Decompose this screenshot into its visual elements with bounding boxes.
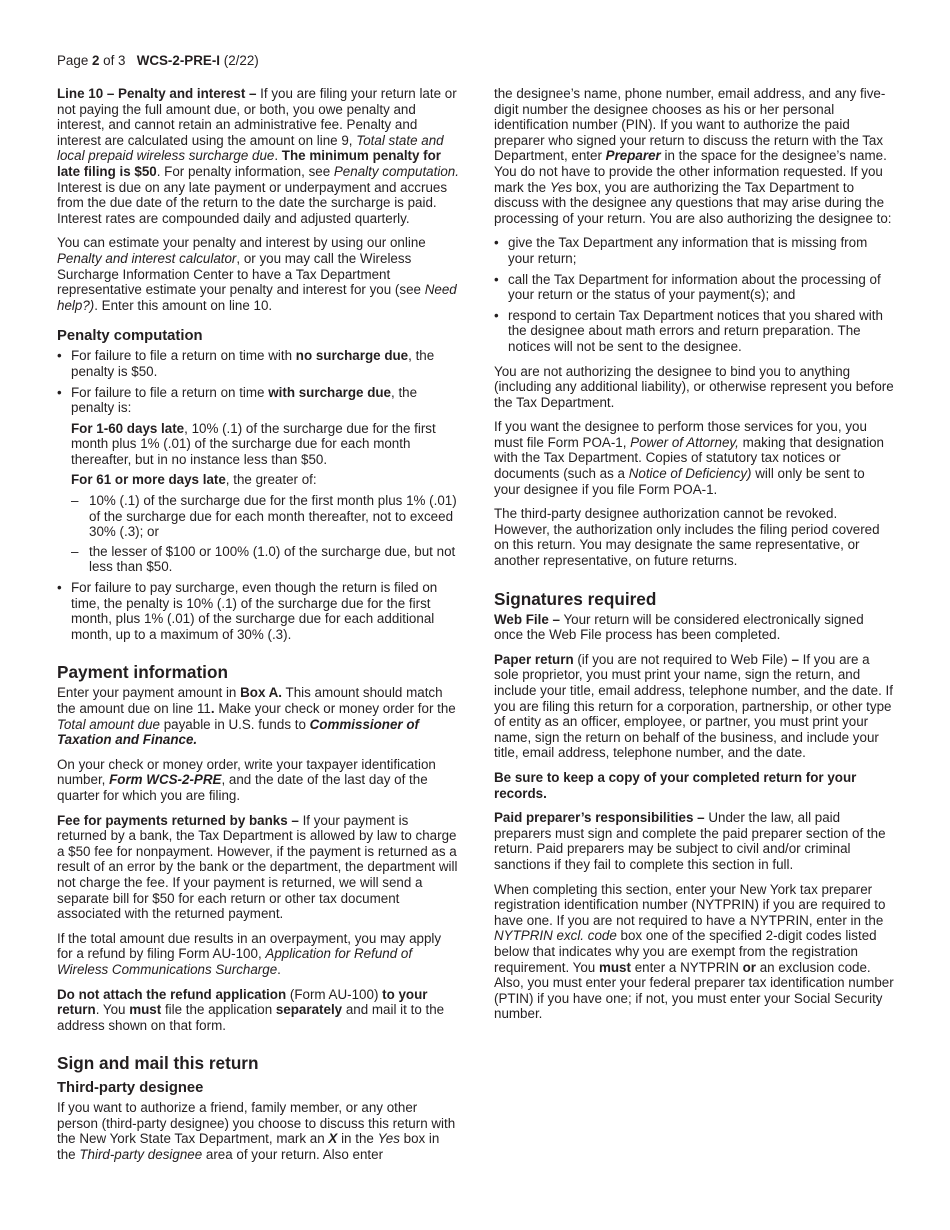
list-item: • For failure to file a return on time with surcharge due, the penalty is: For 1-60 days late, 10% (.1) of the surcharge due for the first month plus 1% (.01) of the surcharge due for each month thereafter, but in no instance less than $50. For 61 or more days late, the greater of: – 10% (.1) of the surcharge due for the first month plus 1% (.01) of the surcharge due for each month thereafter, not to exceed 30% (.3); or – the lesser of $100 or 100% (1.0) of the surcharge due, but not less than $50. <box>57 385 459 576</box>
late-1-60-paragraph: For 1-60 days late, 10% (.1) of the surcharge due for the first month plus 1% (.01) of the surcharge due for each month thereafter, but in no instance less than $50. <box>71 420 436 467</box>
not-authorizing-paragraph: You are not authorizing the designee to bind you to anything (including any additional liability), or otherwise represent you before the Tax Department. <box>494 363 894 410</box>
estimate-paragraph: You can estimate your penalty and interest by using our online Penalty and interest calculator, or you may call the Wireless Surcharge Information Center to have a Tax Department representative estimate your penalty and interest for you (see Need help?). Enter this amount on line 10. <box>57 235 457 313</box>
poa-paragraph: If you want the designee to perform those services for you, you must file Form POA-1, Power of Attorney, making that designation with the Tax Department. Copies of statutory tax notices or documents (such as a Notice of Deficiency) will only be sent to your designee if you file Form POA-1. <box>494 419 885 497</box>
keep-copy-paragraph: Be sure to keep a copy of your completed return for your records. <box>494 769 857 801</box>
line10-paragraph: Line 10 – Penalty and interest – If you are filing your return late or not paying the full amount due, or both, you owe penalty and interest, and cannot retain an administrative fee. Penalty and interest are calculated using the amount on line 9, Total state and local prepaid wireless surcharge due. The minimum penalty for late filing is $50. For penalty information, see Penalty computation. Interest is due on any late payment or underpayment and accrues from the due date of the return to the date the surcharge is paid. Interest rates are compounded daily and adjusted quarterly. <box>57 86 459 226</box>
list-item: – 10% (.1) of the surcharge due for the first month plus 1% (.01) of the surcharge due for each month thereafter, not to exceed 30% (.3); or <box>71 493 459 540</box>
form-id: WCS-2-PRE-I <box>136 53 221 68</box>
paper-return-paragraph: Paper return (if you are not required to Web File) – If you are a sole proprietor, you must print your name, sign the return, and include your title, email address, telephone number, and the date. If you are filing this return for a corporation, partnership, or other type of entity as an officer, employee, or partner, you must print your name, sign the return on behalf of the business, and include your title, email address, telephone number, and the date. <box>494 651 893 761</box>
web-file-paragraph: Web File – Your return will be considered electronically signed once the Web File process has been completed. <box>494 611 864 643</box>
sign-and-mail-heading: Sign and mail this return <box>57 1053 259 1074</box>
refund-attach-paragraph: Do not attach the refund application (Form AU-100) to your return. You must file the application separately and mail it to the address shown on that form. <box>57 986 445 1033</box>
page-label: Page <box>57 53 92 68</box>
late-61-paragraph: For 61 or more days late, the greater of: <box>71 472 317 488</box>
list-item: • call the Tax Department for information about the processing of your return or the status of your payment(s); and <box>494 272 894 303</box>
list-item: • respond to certain Tax Department notices that you shared with the designee about math errors and return preparation. The notices will not be sent to the designee. <box>494 308 894 355</box>
preparer-responsibilities-paragraph: Paid preparer’s responsibilities – Under the law, all paid preparers must sign and complete the paid preparer section of the return. Paid preparers may be subject to civil and/or criminal sanctions if they fail to complete this section in full. <box>494 810 886 872</box>
penalty-computation-heading: Penalty computation <box>57 328 203 345</box>
revocation-paragraph: The third-party designee authorization cannot be revoked. However, the authorization only includes the filing period covered on this return. You may designate the same representative, or another representative, on future returns. <box>494 506 880 569</box>
list-item: • For failure to file a return on time with no surcharge due, the penalty is $50. <box>57 348 459 379</box>
designee-paragraph: If you want to authorize a friend, family member, or any other person (third-party designee) you choose to discuss this return with the New York State Tax Department, mark an X in the Yes box in the Third-party designee area of your return. Also enter <box>57 1100 456 1163</box>
page-header <box>57 53 259 69</box>
penalty-list <box>57 348 459 642</box>
right-column <box>494 86 894 1031</box>
late-61-options <box>71 493 459 575</box>
designee-continued-paragraph: the designee’s name, phone number, email address, and any five-digit number the designee chooses as his or her personal identification number (PIN). If you want to authorize the paid preparer who signed your return to discuss the return with the Tax Department, enter Preparer in the space for the designee’s name. You do not have to provide the other information requested. If you mark the Yes box, you are authorizing the Tax Department to discuss with the designee any questions that may arise during the processing of your return. You are also authorizing the designee to: <box>494 86 892 226</box>
overpayment-paragraph: If the total amount due results in an overpayment, you may apply for a refund by filing Form AU-100, Application for Refund of Wireless Communications Surcharge. <box>57 930 442 977</box>
returned-fee-paragraph: Fee for payments returned by banks – If your payment is returned by a bank, the Tax Department is allowed by law to charge a $50 fee for nonpayment. However, if the payment is returned as a result of an error by the bank or the department, the department will not charge the fee. If your payment is returned, we will send a separate bill for $50 for each return or other tax document associated with the returned payment. <box>57 812 458 922</box>
third-party-designee-heading: Third-party designee <box>57 1080 204 1097</box>
line10-heading: Line 10 – Penalty and interest – <box>57 86 257 101</box>
page-number: 2 <box>92 53 100 68</box>
nytprin-paragraph: When completing this section, enter your New York tax preparer registration identification number (NYTPRIN) if you are required to have one. If you are not required to have a NYTPRIN, enter in the NYTPRIN excl. code box one of the specified 2-digit codes listed below that indicates why you are exempt from the registration requirement. You must enter a NYTPRIN or an exclusion code. Also, you must enter your federal preparer tax identification number (PTIN) if you have one; if not, you must enter your Social Security number. <box>494 881 894 1022</box>
list-item: • For failure to pay surcharge, even though the return is filed on time, the penalty is 10% (.1) of the surcharge due for the first month, plus 1% (.01) of the surcharge due for each additional month, up to a maximum of 30% (.3). <box>57 580 459 642</box>
signatures-required-heading: Signatures required <box>494 588 657 609</box>
designee-authority-list <box>494 235 894 354</box>
left-column <box>57 86 459 1172</box>
list-item: • give the Tax Department any information that is missing from your return; <box>494 235 894 266</box>
check-paragraph: On your check or money order, write your taxpayer identification number, Form WCS-2-PRE, and the date of the last day of the quarter for which you are filing. <box>57 756 436 803</box>
form-revision: (2/22) <box>223 53 259 68</box>
payment-paragraph: Enter your payment amount in Box A. This amount should match the amount due on line 11. Make your check or money order for the Total amount due payable in U.S. funds to Commissioner of Taxation and Finance. <box>57 685 456 748</box>
page-of-label: of 3 <box>99 53 126 68</box>
list-item: – the lesser of $100 or 100% (1.0) of the surcharge due, but not less than $50. <box>71 544 459 575</box>
payment-information-heading: Payment information <box>57 662 228 683</box>
